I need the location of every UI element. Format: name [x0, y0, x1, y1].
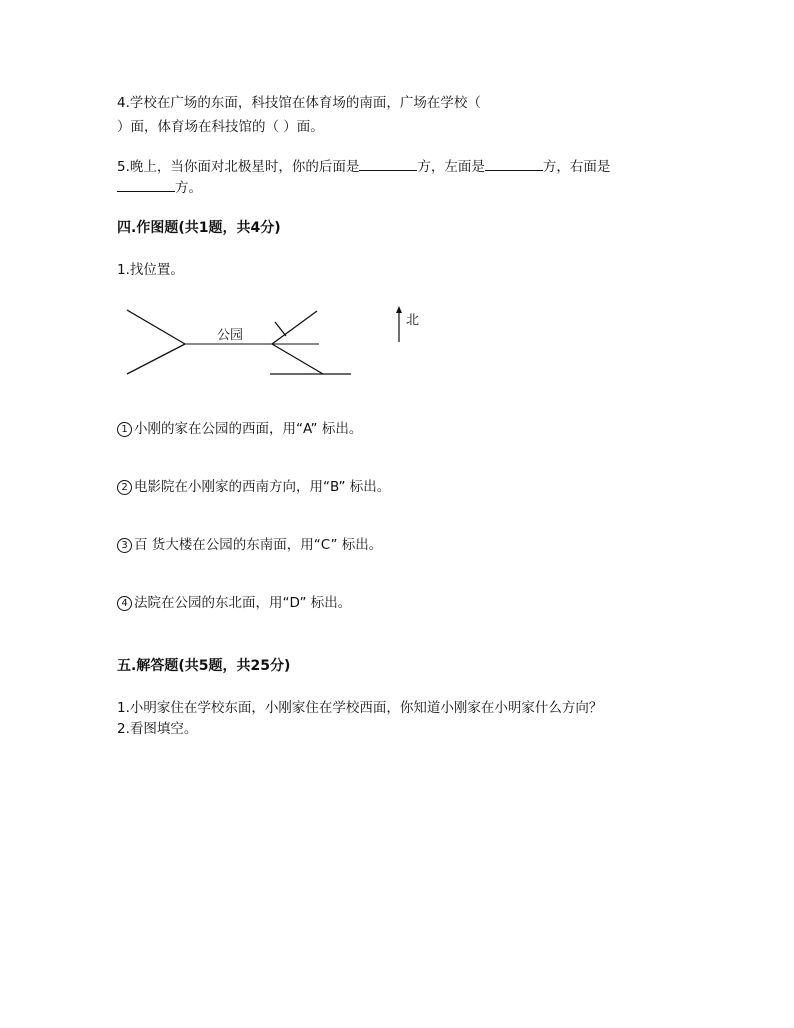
question-5-line-2 — [117, 179, 202, 197]
q5-text-3: 方，右面是 — [542, 159, 611, 175]
task-item — [117, 420, 362, 438]
road-line — [127, 344, 185, 374]
task-text: 百 货大楼在公园的东南面，用“C” 标出。 — [134, 537, 383, 553]
circled-number: 3 — [117, 538, 132, 553]
map-svg — [117, 300, 437, 390]
road-line — [127, 310, 185, 344]
road-line — [275, 322, 286, 336]
task-item — [117, 594, 351, 612]
question-4-line-1: 4.学校在广场的东面，科技馆在体育场的南面，广场在学校（ — [117, 95, 481, 111]
q5-text-1: 5.晚上，当你面对北极星时，你的后面是 — [117, 159, 360, 175]
q5-text-2: 方，左面是 — [417, 159, 485, 175]
answer-blank[interactable] — [485, 158, 543, 171]
circled-number: 1 — [117, 422, 132, 437]
section-5-question-2: 2.看图填空。 — [117, 721, 198, 737]
north-arrow-head-icon — [396, 306, 402, 313]
section-4-heading: 四.作图题(共1题，共4分) — [117, 220, 281, 236]
circled-number: 4 — [117, 596, 132, 611]
q5-text-4: 方。 — [175, 180, 202, 196]
question-5-line-1 — [117, 158, 610, 176]
task-text: 法院在公园的东北面，用“D” 标出。 — [134, 595, 352, 611]
circled-number: 2 — [117, 480, 132, 495]
answer-blank[interactable] — [359, 158, 417, 171]
section-4-question-1: 1.找位置。 — [117, 262, 184, 278]
north-label: 北 — [406, 313, 420, 328]
task-item — [117, 536, 382, 554]
section-5-question-1: 1.小明家住在学校东面，小刚家住在学校西面，你知道小刚家在小明家什么方向？ — [117, 700, 603, 716]
question-4-line-2: ）面，体育场在科技馆的（ ）面。 — [117, 119, 324, 135]
answer-blank[interactable] — [117, 179, 175, 192]
task-text: 电影院在小刚家的西南方向，用“B” 标出。 — [134, 479, 391, 495]
road-line — [272, 344, 323, 374]
park-label: 公园 — [217, 328, 244, 343]
section-5-heading: 五.解答题(共5题，共25分) — [117, 658, 291, 674]
task-text: 小刚的家在公园的西面，用“A” 标出。 — [134, 421, 363, 437]
task-item — [117, 478, 390, 496]
location-diagram — [117, 300, 437, 390]
